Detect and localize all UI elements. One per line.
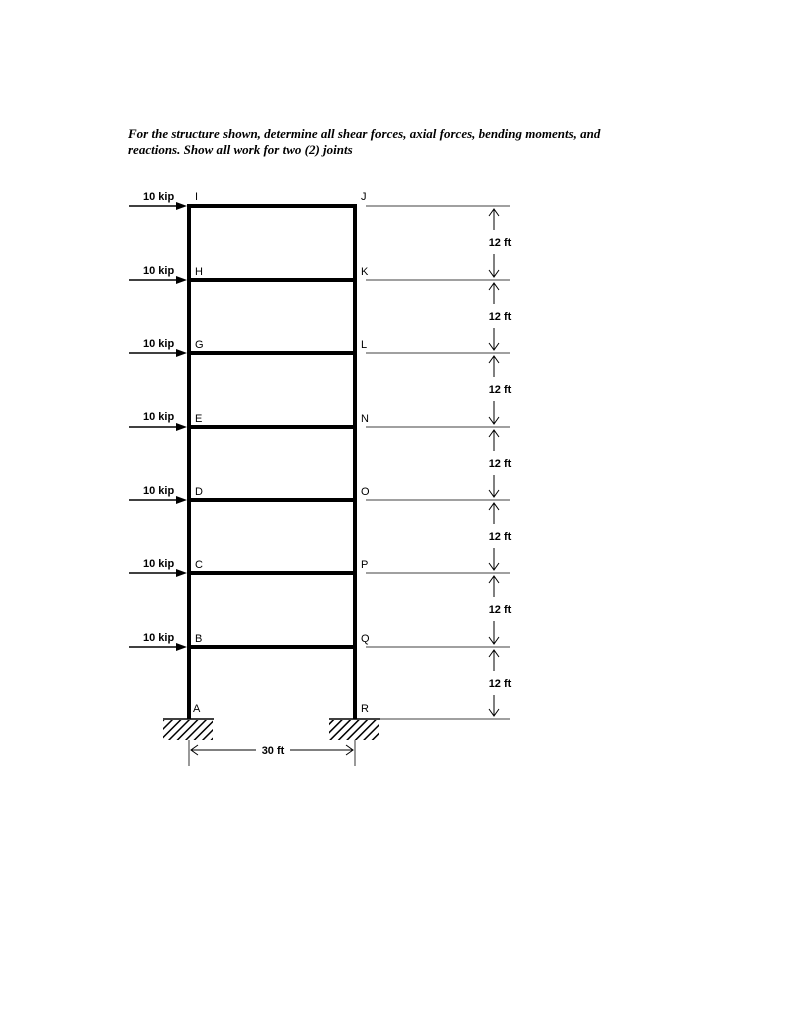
joint-label-N: N — [361, 413, 369, 425]
beams — [187, 206, 357, 647]
load-arrow-I — [129, 202, 187, 210]
story-height-label-7: 12 ft — [488, 678, 512, 690]
joint-label-C: C — [195, 559, 203, 571]
problem-line-1: For the structure shown, determine all shear forces, axial forces, bending moments, and — [128, 126, 601, 141]
load-arrow-E — [129, 423, 187, 431]
fixed-support-A — [163, 719, 214, 740]
span-label: 30 ft — [261, 745, 285, 757]
story-height-label-4: 12 ft — [488, 458, 512, 470]
joint-label-K: K — [361, 266, 369, 278]
load-arrow-G — [129, 349, 187, 357]
load-label-E: 10 kip — [143, 411, 175, 423]
story-height-label-3: 12 ft — [488, 384, 512, 396]
joint-labels-left — [193, 191, 204, 715]
joint-label-I: I — [195, 191, 199, 203]
load-arrow-C — [129, 569, 187, 577]
joint-label-G: G — [195, 339, 204, 351]
joint-label-L: L — [361, 339, 368, 351]
load-arrow-D — [129, 496, 187, 504]
problem-line-2: reactions. Show all work for two (2) joints — [128, 142, 353, 157]
joint-label-D: D — [195, 486, 203, 498]
story-height-labels — [489, 237, 512, 690]
story-height-label-2: 12 ft — [488, 311, 512, 323]
story-height-label-5: 12 ft — [488, 531, 512, 543]
load-label-B: 10 kip — [143, 632, 175, 644]
load-label-C: 10 kip — [143, 558, 175, 570]
fixed-support-R — [329, 719, 380, 740]
load-label-G: 10 kip — [143, 338, 175, 350]
joint-label-J: J — [361, 191, 367, 203]
load-label-D: 10 kip — [143, 485, 175, 497]
joint-label-B: B — [195, 633, 203, 645]
joint-label-E: E — [195, 413, 203, 425]
load-label-I: 10 kip — [143, 191, 175, 203]
load-labels — [143, 191, 174, 644]
load-arrow-B — [129, 643, 187, 651]
joint-label-H: H — [195, 266, 203, 278]
joint-label-P: P — [361, 559, 369, 571]
joint-label-O: O — [361, 486, 370, 498]
joint-label-Q: Q — [361, 633, 370, 645]
story-height-label-1: 12 ft — [488, 237, 512, 249]
joint-labels-right — [361, 191, 370, 715]
load-label-H: 10 kip — [143, 265, 175, 277]
story-height-label-6: 12 ft — [488, 604, 512, 616]
joint-label-R: R — [361, 703, 369, 715]
joint-label-A: A — [193, 703, 201, 715]
load-arrow-H — [129, 276, 187, 284]
